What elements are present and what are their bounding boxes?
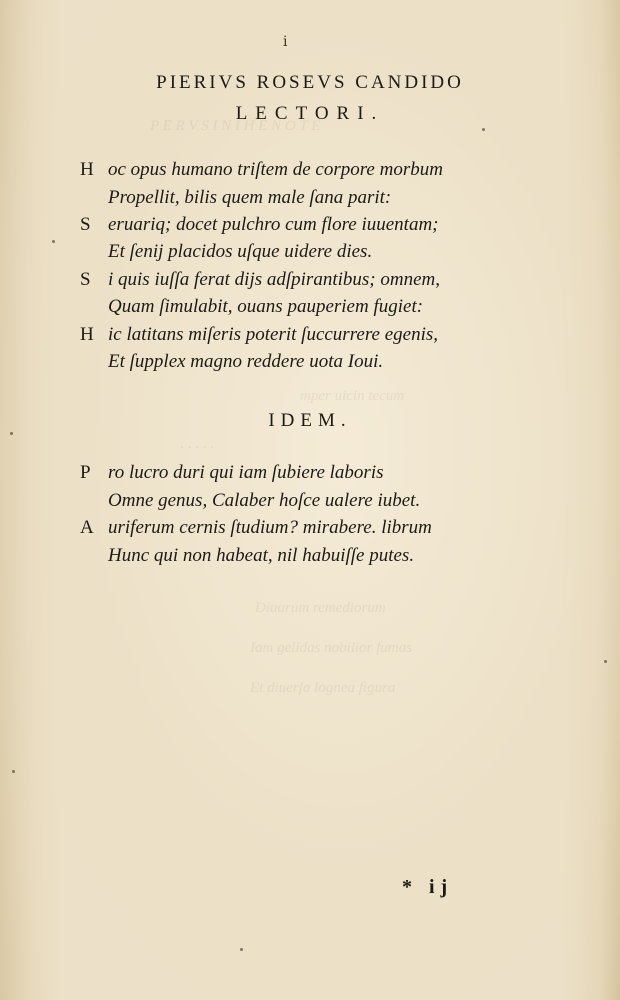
- poem2-line-3: [80, 518, 432, 537]
- paper-speck: [10, 432, 13, 435]
- verse-text: ic latitans miſeris poterit ſuccurrere egenis,: [108, 324, 438, 345]
- poem1-line-5: [80, 270, 440, 289]
- signature-mark: * ij: [402, 876, 454, 898]
- drop-initial: H: [80, 324, 94, 345]
- poem1-line-6: [80, 297, 423, 316]
- paper-speck: [604, 660, 607, 663]
- page-signature-top: i: [283, 34, 288, 50]
- poem2-line-1: [80, 463, 384, 482]
- drop-initial: S: [80, 269, 91, 290]
- verse-text: Et ſenij placidos uſque uidere dies.: [108, 241, 373, 262]
- verse-text: ro lucro duri qui iam ſubiere laboris: [108, 462, 384, 483]
- poem1-line-3: [80, 215, 439, 234]
- poem2-line-4: [80, 546, 414, 565]
- paper-speck: [52, 240, 55, 243]
- paper-speck: [240, 948, 243, 951]
- poem1-line-1: [80, 160, 443, 179]
- bleed-through-texture: Iam gelidas nobilior fumas: [250, 640, 413, 656]
- section-title-idem: IDEM.: [268, 410, 352, 431]
- verse-text: uriferum cernis ſtudium? mirabere. librum: [108, 517, 432, 538]
- paper-speck: [12, 770, 15, 773]
- drop-initial: S: [80, 214, 91, 235]
- verse-text: i quis iuſſa ferat dijs adſpirantibus; omnem,: [108, 269, 440, 290]
- heading-author: PIERIVS ROSEVS CANDIDO: [156, 72, 464, 93]
- heading-lectori: LECTORI.: [235, 103, 385, 124]
- bleed-through-texture: P E R V S I N I H E N O T E: [150, 118, 321, 134]
- paper-speck: [482, 128, 485, 131]
- poem2-line-2: [80, 491, 420, 510]
- poem1-line-8: [80, 352, 383, 371]
- drop-initial: A: [80, 517, 94, 538]
- verse-text: Omne genus, Calaber hoſce ualere iubet.: [108, 490, 421, 511]
- bleed-through-texture: Diuarum remediorum: [255, 600, 386, 616]
- poem1-line-7: [80, 325, 438, 344]
- bleed-through-texture: mper uicin tecum: [300, 388, 405, 404]
- verse-text: Propellit, bilis quem male ſana parit:: [108, 187, 392, 208]
- bleed-through-texture: Et diuerſa lognea figura: [250, 680, 396, 696]
- verse-text: eruariq; docet pulchro cum flore iuuentam;: [108, 214, 439, 235]
- verse-text: Quam ſimulabit, ouans pauperiem fugiet:: [108, 296, 424, 317]
- poem1-line-2: [80, 188, 391, 207]
- drop-initial: H: [80, 159, 94, 180]
- verse-text: oc opus humano triſtem de corpore morbum: [108, 159, 443, 180]
- poem1-line-4: [80, 242, 372, 261]
- bleed-through-texture: · · · · ·: [180, 440, 214, 456]
- verse-text: Et ſupplex magno reddere uota Ioui.: [108, 351, 384, 372]
- verse-text: Hunc qui non habeat, nil habuiſſe putes.: [108, 545, 415, 566]
- drop-initial: P: [80, 462, 91, 483]
